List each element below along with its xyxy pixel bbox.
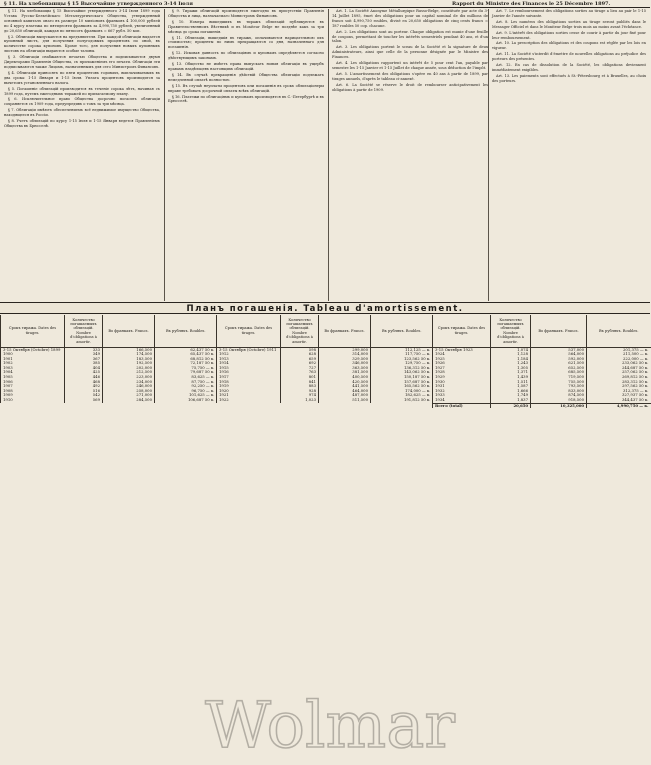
table-cell-term: 1912	[217, 352, 281, 357]
table-cell-fr: 202,000	[103, 366, 155, 371]
table-row	[217, 398, 433, 403]
table-cell-fr: 441,500	[319, 384, 371, 389]
paragraph: § 14. Въ случаѣ прекращенія дѣйствій Общества облигаціи подлежатъ немедленной оплатѣ полностью.	[168, 72, 324, 82]
table-cell-fr: 511,500	[319, 398, 371, 403]
table-cell-term: 1926	[433, 361, 491, 366]
table-cell-rub: 150,187 50 к.	[371, 375, 433, 380]
paragraph: § 15. Въ случаѣ неуплаты процентовъ или погашенія въ срокъ облигаціонеры вправе требовать досрочной оплаты всѣхъ облигацій.	[168, 83, 324, 93]
table-cell-rub: 191,812 50 к.	[371, 398, 433, 403]
table-cell-term: 1919	[217, 384, 281, 389]
table-cell-count: 1,666	[491, 389, 531, 394]
paragraph: § 13. Общество не имѣетъ права выпускать новыя облигаціи въ ущербъ правамъ владѣльцевъ настоящихъ облигацій.	[168, 62, 324, 71]
header-roubles: Въ рубляхъ. Roubles.	[587, 315, 651, 347]
table-cell-fr: 719,500	[531, 375, 587, 380]
table-cell-count: 1,023	[281, 398, 319, 403]
table-cell-count: 598	[281, 347, 319, 352]
table-cell-term: 3-15 Октября (Octobre) 1899	[1, 347, 65, 352]
paragraph: Art. 7. Le remboursement des obligations sorties au tirage a lieu au pair le 1-15 Janvier de l'année suivante.	[492, 9, 646, 18]
table-cell-count: 492	[65, 384, 103, 389]
table-cell-rub: 101,625 — к.	[155, 393, 217, 398]
paragraph: Art. 13. Les paiements sont effectués à St.-Pétersbourg et à Bruxelles, au choix des porteurs.	[492, 73, 646, 83]
table-cell-count: 516	[65, 389, 103, 394]
table-cell-count: 1,243	[491, 361, 531, 366]
table-cell-term: 1900	[1, 352, 65, 357]
table-cell-count: 349	[65, 352, 103, 357]
table-cell-rub: 165,562 50 к.	[371, 384, 433, 389]
table-cell-rub: 269,812 50 к.	[587, 375, 651, 380]
table-cell-count: 1,749	[491, 393, 531, 398]
table-cell-count: 404	[65, 366, 103, 371]
table-cell-fr: 363,500	[319, 366, 371, 371]
table-cell-term: 1905	[1, 375, 65, 380]
table-cell-term: 1914	[217, 361, 281, 366]
table-cell-fr: 833,000	[531, 389, 587, 394]
table-cell-term: 1918	[217, 380, 281, 385]
paragraph: § 11. Облигаціи, вышедшія въ тиражъ, оплачиваются нарицательною ихъ стоимостью; проценты по нимъ прекращаются со дня, назначеннаго для погашенія.	[168, 35, 324, 50]
table-cell-count: 727	[281, 366, 319, 371]
header-term: Срокъ тиража. Dates des tirages.	[217, 315, 281, 347]
text-columns	[4, 9, 646, 301]
column-divider	[488, 9, 489, 301]
table-cell-rub: 211,500 — к.	[587, 352, 651, 357]
table-cell-term: 1903	[1, 366, 65, 371]
table-cell-rub: 327,937 50 к.	[587, 393, 651, 398]
table-cell-fr: 192,500	[103, 361, 155, 366]
amortization-table	[0, 315, 650, 763]
table-cell-term: 1928	[433, 370, 491, 375]
table-cell-fr: 258,000	[103, 389, 155, 394]
table-cell-fr: 874,500	[531, 393, 587, 398]
text-column-1	[4, 9, 160, 301]
header-roubles: Въ рубляхъ. Roubles.	[155, 315, 217, 347]
table-cell-fr: 652,500	[531, 366, 587, 371]
table-cell-rub: 96,750 — к.	[155, 389, 217, 394]
table-cell-rub: 174,000 — к.	[371, 389, 433, 394]
header-francs: Во франкахъ. Francs.	[531, 315, 587, 347]
paragraph: Art. 8. Les numéros des obligations sorties au tirage seront publiés dans le Messager Officiel et dans le Moniteur Belge trois mois au moins avant l'échéance.	[492, 19, 646, 29]
table-cell-rub: 143,062 50 к.	[371, 370, 433, 375]
table-cell-fr: 793,500	[531, 384, 587, 389]
table-cell-count: 542	[65, 393, 103, 398]
table-cell-fr: 564,000	[531, 352, 587, 357]
table-cell-rub: 106,687 50 к.	[155, 398, 217, 403]
table-cell-fr: 346,000	[319, 361, 371, 366]
paragraph: § 9. Тиражи облигацій производятся ежегодно въ присутствіи Правленія Общества и лица, назначаемаго Министромъ Финансовъ.	[168, 9, 324, 18]
table-cell-rub: 297,562 50 к.	[587, 384, 651, 389]
table-cell-term: 3-15 Октября 1923	[433, 347, 491, 352]
table-cell-rub: 79,687 50 к.	[155, 370, 217, 375]
table-cell-count: 367	[65, 357, 103, 362]
text-column-3	[332, 9, 488, 301]
paragraph: Art. 1. La Société Anonyme Métallurgique Russo-Belge, constituée par acte du 3-14 Juillet 1895, émet des obligations pour un capital nominal de dix millions de francs soit 4,990,750 roubles, divisé en 20,650 obligations de cinq cents francs = 187 roubles 50 cop. chacune.	[332, 9, 488, 28]
table-cell-count: 1,511	[491, 380, 531, 385]
table-cell-term: 1910	[1, 398, 65, 403]
table-cell-count: 569	[65, 398, 103, 403]
table-cell-rub: 72,187 50 к.	[155, 361, 217, 366]
table-cell-count: 801	[281, 375, 319, 380]
paragraph: Art. 6. La Société se réserve le droit de rembourser anticipativement les obligations à partir de 1909.	[332, 82, 488, 92]
table-cell-fr: 271,000	[103, 393, 155, 398]
amortization-title: Планъ погашенія. Tableau d'amortissement.	[186, 304, 464, 314]
table-cell-rub: 344,437 50 к.	[587, 398, 651, 403]
table-cell-term: 1920	[217, 389, 281, 394]
table-cell-term: 1922	[217, 398, 281, 403]
column-divider	[164, 9, 165, 301]
table-cell-fr: 223,000	[103, 375, 155, 380]
amortization-table-left	[0, 315, 217, 403]
table-cell-term: 1924	[433, 352, 491, 357]
paragraph: Art. 5. L'amortissement des obligations s'opère en 40 ans à partir de 1899, par tirages annuels, d'après le tableau ci-annexé.	[332, 71, 488, 81]
table-cell-fr: 246,000	[103, 384, 155, 389]
paragraph: Art. 3. Les obligations portent le sceau de la Société et la signature de deux Administrateurs, ainsi que celle de la personne désignée par le Ministre des Finances.	[332, 45, 488, 60]
table-cell-count: 1,371	[491, 370, 531, 375]
table-cell-count: 763	[281, 370, 319, 375]
table-cell-term: 1909	[1, 393, 65, 398]
table-cell-rub: 244,687 50 к.	[587, 366, 651, 371]
table-cell-term: 1901	[1, 357, 65, 362]
table-cell-count: 841	[281, 380, 319, 385]
table-cell-rub: 129,750 — к.	[371, 361, 433, 366]
table-cell-fr: 174,500	[103, 352, 155, 357]
table-cell-count: 883	[281, 384, 319, 389]
paragraph: Art. 10. La prescription des obligations et des coupons est réglée par les lois en vigueur.	[492, 41, 646, 51]
paragraph: § 2. Облигаціи выпускаются на предъявителя. При каждой облигаціи выдается купонный листъ, для получения полугодовыхъ процентовъ по оной, въ количестве сорока купоновъ. Кроме того, для получения новыхъ купонныхъ листовъ на облигаціи выдаются особые талоны.	[4, 34, 160, 54]
header-term: Срокъ тиража. Dates des tirages.	[1, 315, 65, 347]
table-cell-count: 1,439	[491, 375, 531, 380]
table-cell-fr: 234,000	[103, 380, 155, 385]
table-cell-count: 446	[65, 375, 103, 380]
paragraph: Art. 4. Les obligations rapportent un intérêt de 5 pour cent l'an, payable par semestre les 1-15 Janvier et 1-15 Juillet de chaque année, sous déduction de l'impôt.	[332, 61, 488, 70]
table-cell-term: 3-15 Октября (Octobre) 1911	[217, 347, 281, 352]
table-cell-rub: 83,625 — к.	[155, 375, 217, 380]
amortization-table-middle	[216, 315, 433, 403]
amortization-table-right	[432, 315, 651, 408]
watermark-logo	[150, 685, 510, 765]
table-cell-term: 1927	[433, 366, 491, 371]
table-cell-count: 659	[281, 357, 319, 362]
table-cell-count: 385	[65, 361, 103, 366]
paragraph: Art. 9. L'intérêt des obligations sorties cesse de courir à partir du jour fixé pour leur remboursement.	[492, 30, 646, 40]
table-cell-rub: 136,312 50 к.	[371, 366, 433, 371]
table-cell-fr: 592,000	[531, 357, 587, 362]
table-cell-rub: 117,750 — к.	[371, 352, 433, 357]
table-cell-count: 1,587	[491, 384, 531, 389]
table-cell-count: 468	[65, 380, 103, 385]
table-cell-term: 1934	[433, 398, 491, 403]
table-total-count: 20,650	[491, 403, 531, 408]
table-cell-fr: 314,000	[319, 352, 371, 357]
table-cell-term: 1932	[433, 389, 491, 394]
table-cell-count: 333	[65, 347, 103, 352]
table-cell-count: 692	[281, 361, 319, 366]
paragraph: § 10. Номера вышедшихъ въ тиражъ облигацій публикуются въ Правительственномъ Вѣстникѣ и въ Moniteur Belge не позднѣе какъ за три мѣсяца до срока погашенія.	[168, 19, 324, 34]
table-cell-term: 1931	[433, 384, 491, 389]
table-cell-term: 1907	[1, 384, 65, 389]
table-total-fr: 10,325,000	[531, 403, 587, 408]
paragraph: § 8. Учетъ облигацій по курсу 1-15 Іюля и 1-15 Января ведется Правленіемъ Общества въ Брюсселѣ.	[4, 119, 160, 128]
table-cell-fr: 284,500	[103, 398, 155, 403]
table-cell-term: 1913	[217, 357, 281, 362]
page-header-strip	[0, 0, 650, 8]
table-cell-fr: 685,500	[531, 370, 587, 375]
text-column-4	[492, 9, 646, 301]
table-cell-rub: 157,687 50 к.	[371, 380, 433, 385]
paragraph: § 16. Платежи по облигаціямъ и купонамъ производятся въ С.-Петербургѣ и въ Брюсселѣ.	[168, 94, 324, 104]
table-cell-rub: 68,812 50 к.	[155, 357, 217, 362]
table-total-row	[433, 403, 651, 408]
table-total-rub: 4,990,750 — к.	[587, 403, 651, 408]
table-cell-count: 928	[281, 389, 319, 394]
header-francs: Во франкахъ. Francs.	[319, 315, 371, 347]
table-cell-rub: 233,062 50 к.	[587, 361, 651, 366]
table-cell-rub: 312,375 — к.	[587, 389, 651, 394]
paragraph: § 5. Погашеніе облигацій производится въ теченіе сорока лѣтъ, начиная съ 1899 года, путемъ ежегодныхъ тиражей по прилагаемому плану.	[4, 86, 160, 96]
table-cell-count: 425	[65, 370, 103, 375]
table-cell-term: 1916	[217, 370, 281, 375]
table-cell-fr: 183,500	[103, 357, 155, 362]
paragraph: Art. 12. En cas de dissolution de la Société, les obligations deviennent immédiatement exigibles.	[492, 63, 646, 72]
table-cell-fr: 166,500	[103, 347, 155, 352]
header-roubles: Въ рубляхъ. Roubles.	[371, 315, 433, 347]
table-cell-term: 1906	[1, 380, 65, 385]
watermark-text: Wolmar	[205, 689, 455, 763]
table-cell-term: 1917	[217, 375, 281, 380]
table-cell-fr: 400,500	[319, 375, 371, 380]
table-cell-count: 628	[281, 352, 319, 357]
table-cell-fr: 420,500	[319, 380, 371, 385]
table-cell-term: 1902	[1, 361, 65, 366]
table-cell-fr: 212,500	[103, 370, 155, 375]
table-cell-rub: 87,750 — к.	[155, 380, 217, 385]
table-cell-rub: 112,125 — к.	[371, 347, 433, 352]
paragraph: § 4. Облигаціи приносятъ по пяти процентовъ годовыхъ, выплачиваемыхъ въ два срока: 1-15 Января и 1-15 Іюля. Уплата процентовъ производится за вычетомъ установленнаго налога.	[4, 70, 160, 85]
table-cell-count: 1,184	[491, 357, 531, 362]
table-cell-rub: 283,312 50 к.	[587, 380, 651, 385]
table-cell-term: 1930	[433, 380, 491, 385]
table-cell-rub: 62,437 50 к.	[155, 347, 217, 352]
table-cell-fr: 918,500	[531, 398, 587, 403]
table-cell-fr: 464,000	[319, 389, 371, 394]
table-cell-term: 1915	[217, 366, 281, 371]
table-cell-fr: 755,500	[531, 380, 587, 385]
table-cell-term: 1933	[433, 393, 491, 398]
table-cell-count: 1,074	[491, 347, 531, 352]
header-left-text: § 11. На хлебопашцы § 15 Высочайше утвержденного 3-14 Іюля	[4, 1, 193, 7]
header-term: Срокъ тиража. Dates des tirages.	[433, 315, 491, 347]
table-cell-fr: 329,500	[319, 357, 371, 362]
table-cell-term: 1904	[1, 370, 65, 375]
table-cell-term: 1921	[217, 393, 281, 398]
header-count: Количество погашаемыхъ облигацій. Nombre d'obligations à amortir.	[65, 315, 103, 347]
table-cell-fr: 621,500	[531, 361, 587, 366]
table-cell-term: 1925	[433, 357, 491, 362]
table-cell-count: 1,128	[491, 352, 531, 357]
table-cell-term: 1908	[1, 389, 65, 394]
table-total-label: Всего (total)	[433, 403, 491, 408]
paragraph: Art. 11. La Société s'interdit d'émettre de nouvelles obligations au préjudice des porteurs des présentes.	[492, 52, 646, 62]
table-cell-rub: 222,000 — к.	[587, 357, 651, 362]
paragraph: Art. 2. Les obligations sont au porteur. Chaque obligation est munie d'une feuille de coupons, permettant de toucher les intérêts semestriels pendant 40 ans, et d'un talon.	[332, 29, 488, 44]
paragraph: § 12. Исковая давность по облигаціямъ и купонамъ опредѣляется согласно дѣйствующимъ законамъ.	[168, 51, 324, 61]
table-cell-rub: 182,625 — к.	[371, 393, 433, 398]
table-cell-rub: 65,437 50 к.	[155, 352, 217, 357]
table-cell-rub: 92,250 — к.	[155, 384, 217, 389]
paragraph: § 11. На хлебопашцы § 15 Высочайше утвержденного 3-14 Іюля 1899 года Устава Русско-Бельгійскаго Металлургическаго Общества, утвержденный основной капиталъ онаго въ размере 10 миліоновъ франковъ 4 100,000 рублей по 4 курсу платежа по пятидесяти франковъ за 4,990,750 рублей, увеличенный до 20,650 облигацій, каждая по пятисотъ франковъ = 667 рубл. 50 коп.	[4, 9, 160, 33]
table-cell-fr: 487,000	[319, 393, 371, 398]
table-cell-count: 1,305	[491, 366, 531, 371]
amortization-title-band	[0, 302, 650, 314]
header-francs: Во франкахъ. Francs.	[103, 315, 155, 347]
table-cell-count: 974	[281, 393, 319, 398]
paragraph: § 3. Облигаціи снабжаются печатью Общества и подписываются двумя Директорами Правленія Общества, съ приложеніемъ его печати. Облигаціи эти подписываются также Лицомъ, назначеннымъ для сего Министромъ Финансовъ.	[4, 55, 160, 69]
text-column-2	[168, 9, 324, 301]
table-cell-term: 1929	[433, 375, 491, 380]
table-cell-fr: 299,000	[319, 347, 371, 352]
paragraph: § 6. Исключительное право Общества досрочно погасить облигаціи сохраняется съ 1909 года, предупредивъ о томъ за три мѣсяца.	[4, 97, 160, 107]
header-count: Количество погашаемыхъ облигацій. Nombre d'obligations à amortir.	[281, 315, 319, 347]
table-cell-fr: 381,500	[319, 370, 371, 375]
paragraph: § 7. Облигаціи имѣютъ обеспечениемъ всё недвижимое имущество Общества, находящееся въ Россіи.	[4, 108, 160, 118]
table-cell-rub: 123,562 50 к.	[371, 357, 433, 362]
header-count: Количество погашаемыхъ облигацій. Nombre d'obligations à amortir.	[491, 315, 531, 347]
table-cell-rub: 201,375 — к.	[587, 347, 651, 352]
table-cell-fr: 537,000	[531, 347, 587, 352]
table-cell-count: 1,837	[491, 398, 531, 403]
table-row	[1, 398, 217, 403]
header-right-text: Rapport du Ministre des Finances le 25 Décembre 1897.	[452, 1, 611, 7]
table-cell-rub: 75,750 — к.	[155, 366, 217, 371]
column-divider	[328, 9, 329, 301]
table-cell-rub: 257,062 50 к.	[587, 370, 651, 375]
